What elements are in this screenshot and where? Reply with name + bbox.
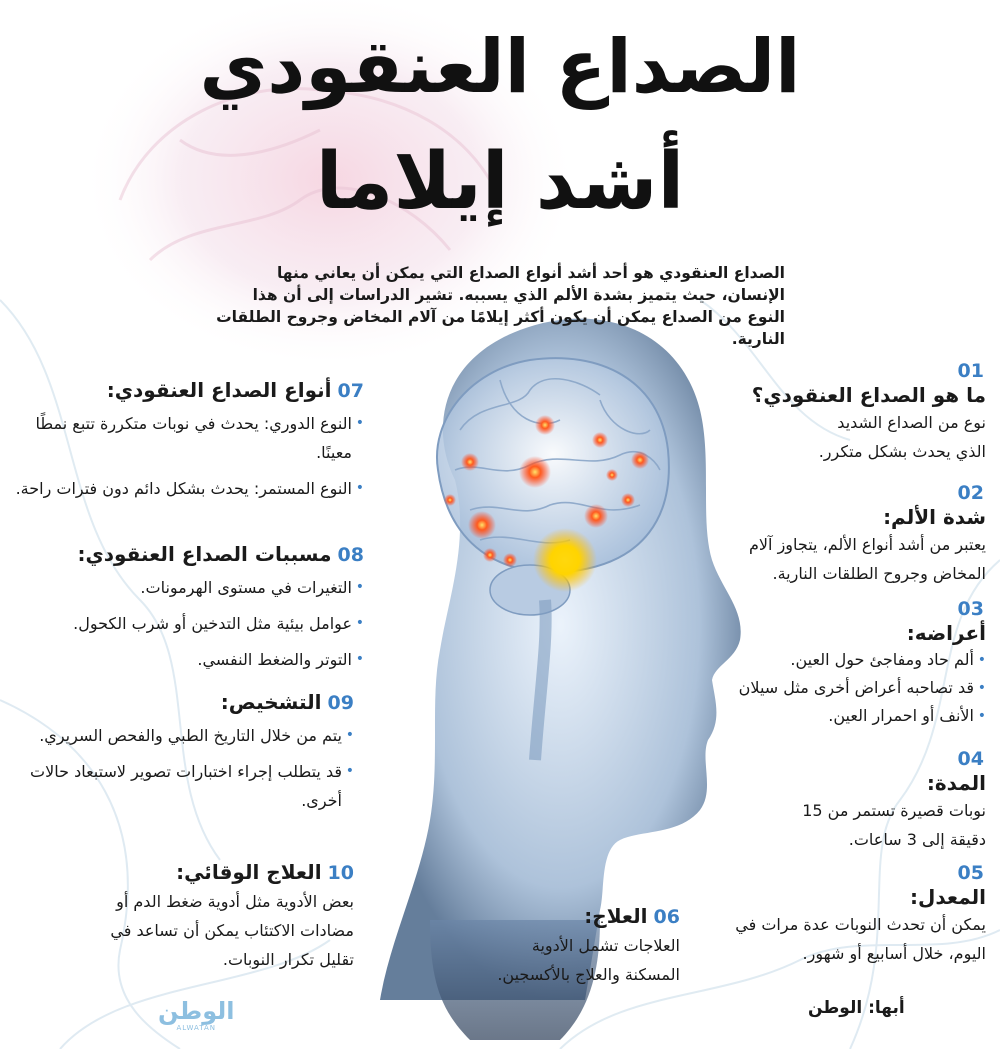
section-08 xyxy=(14,540,364,681)
bullet-item: • التوتر والضغط النفسي. xyxy=(14,645,364,674)
section-bullets xyxy=(14,573,364,674)
section-02 xyxy=(696,482,986,588)
section-line: مضادات الاكتئاب يمكن أن تساعد في xyxy=(110,921,354,940)
main-title-line2: أشد إيلاما xyxy=(315,137,685,227)
section-01 xyxy=(696,360,986,466)
section-line: يعتبر من أشد أنواع الألم، يتجاوز آلام xyxy=(749,535,986,554)
section-bullets xyxy=(14,721,354,815)
section-number: 03 xyxy=(957,598,984,620)
section-heading: المدة: xyxy=(926,771,986,795)
section-heading: المعدل: xyxy=(910,885,986,909)
bullet-item: • النوع المستمر: يحدث بشكل دائم دون فترات راحة. xyxy=(14,474,364,503)
bullet-icon: • xyxy=(355,579,364,595)
section-heading: 09التشخيص: xyxy=(220,690,354,714)
section-heading: ما هو الصداع العنقودي؟ xyxy=(751,383,986,407)
section-04 xyxy=(696,748,986,854)
section-bullets xyxy=(14,409,364,503)
byline: أبها: الوطن xyxy=(808,998,905,1018)
section-number: 02 xyxy=(957,482,984,504)
section-number: 04 xyxy=(957,748,984,770)
section-number: 10 xyxy=(327,862,354,884)
alwatan-logo: الوطن ALWATAN xyxy=(158,997,235,1032)
section-line: العلاجات تشمل الأدوية xyxy=(531,936,680,955)
intro-paragraph: الصداع العنقودي هو أحد أشد أنواع الصداع التي يمكن أن يعاني منها الإنسان، حيث يتميز بشدة الألم الذي يسببه. تشير الدراسات إلى أن هذا النوع من الصداع يمكن أن يكون أكثر إيلامًا من آلام المخاض وجروح الطلقات النارية. xyxy=(216,264,785,348)
bullet-icon: • xyxy=(977,652,986,668)
section-heading: 06العلاج: xyxy=(584,904,680,928)
section-heading: أعراضه: xyxy=(906,621,986,645)
bullet-item: • النوع الدوري: يحدث في نوبات متكررة تتبع نمطًا معينًا. xyxy=(14,409,364,467)
bullet-icon: • xyxy=(355,415,364,431)
section-heading: 08مسببات الصداع العنقودي: xyxy=(77,542,364,566)
bullet-item: • الأنف أو احمرار العين. xyxy=(696,702,986,730)
main-title-line1: الصداع العنقودي xyxy=(199,24,801,110)
section-line: بعض الأدوية مثل أدوية ضغط الدم أو xyxy=(116,892,354,911)
section-number: 08 xyxy=(337,544,364,566)
section-05 xyxy=(686,862,986,968)
section-bullets xyxy=(696,646,986,730)
bullet-icon: • xyxy=(977,680,986,696)
section-line: نوبات قصيرة تستمر من 15 xyxy=(802,801,986,820)
section-10 xyxy=(14,858,354,974)
bullet-icon: • xyxy=(345,763,354,779)
section-06 xyxy=(430,902,680,989)
section-number: 09 xyxy=(327,692,354,714)
section-heading: شدة الألم: xyxy=(883,505,986,529)
section-number: 01 xyxy=(957,360,984,382)
section-line: اليوم، خلال أسابيع أو شهور. xyxy=(802,944,986,963)
bullet-item: • عوامل بيئية مثل التدخين أو شرب الكحول. xyxy=(14,609,364,638)
bullet-icon: • xyxy=(355,480,364,496)
section-line: تقليل تكرار النوبات. xyxy=(222,950,354,969)
section-line: يمكن أن تحدث النوبات عدة مرات في xyxy=(735,915,986,934)
bullet-item: • يتم من خلال التاريخ الطبي والفحص السريري. xyxy=(14,721,354,750)
section-number: 05 xyxy=(957,862,984,884)
section-07 xyxy=(14,376,364,510)
section-line: نوع من الصداع الشديد xyxy=(837,413,986,432)
section-line: الذي يحدث بشكل متكرر. xyxy=(818,442,986,461)
section-heading: 07أنواع الصداع العنقودي: xyxy=(106,378,364,402)
section-line: المسكنة والعلاج بالأكسجين. xyxy=(497,965,680,984)
section-number: 07 xyxy=(337,380,364,402)
bullet-icon: • xyxy=(355,651,364,667)
section-heading: 10العلاج الوقائي: xyxy=(176,860,354,884)
bullet-item: • ألم حاد ومفاجئ حول العين. xyxy=(696,646,986,674)
section-number: 06 xyxy=(653,906,680,928)
section-line: دقيقة إلى 3 ساعات. xyxy=(848,830,986,849)
bullet-icon: • xyxy=(977,708,986,724)
bullet-icon: • xyxy=(355,615,364,631)
section-09 xyxy=(14,688,354,822)
bullet-item: • التغيرات في مستوى الهرمونات. xyxy=(14,573,364,602)
section-line: المخاض وجروح الطلقات النارية. xyxy=(772,564,986,583)
bullet-item: • قد تصاحبه أعراض أخرى مثل سيلان xyxy=(696,674,986,702)
section-03 xyxy=(696,598,986,730)
bullet-icon: • xyxy=(345,727,354,743)
bullet-item: • قد يتطلب إجراء اختبارات تصوير لاستبعاد حالات أخرى. xyxy=(14,757,354,815)
